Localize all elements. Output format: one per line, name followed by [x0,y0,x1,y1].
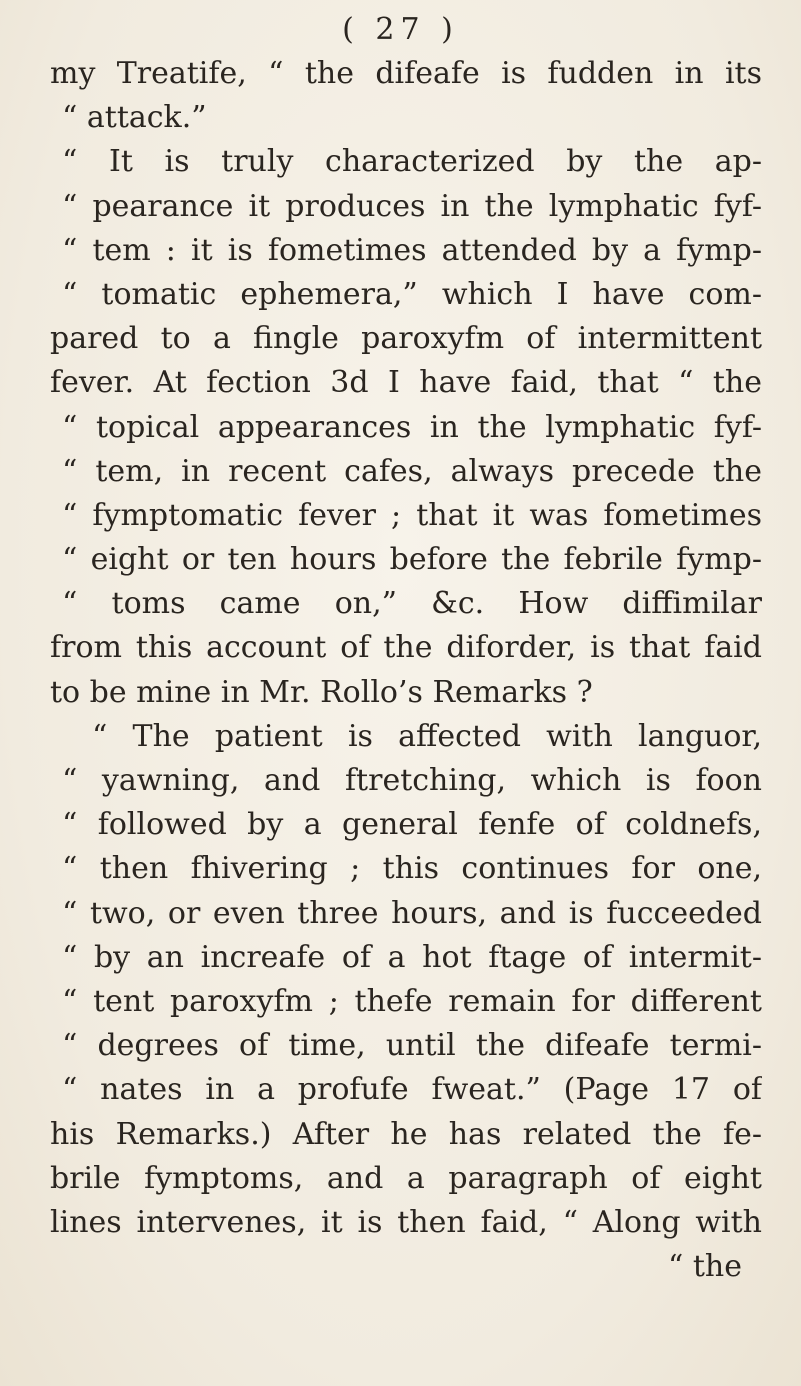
text-line-26: brile fymptoms, and a paragraph of eight [50,1160,762,1196]
text-line-4: “ pearance it produces in the lymphatic fyf- [62,188,762,224]
text-line-17: “ yawning, and ftretching, which is foon [62,763,762,798]
text-line-13: “ toms came on,” &c. How diffimilar [62,586,762,622]
body-text [50,52,762,1289]
catchword: “ the [667,1249,742,1285]
text-line-7: pared to a fingle paroxyfm of intermittent [50,321,762,357]
text-line-16: “ The patient is affected with languor, [92,718,762,754]
text-line-23: “ degrees of time, until the difeafe termi- [62,1028,762,1064]
text-line-15: to be mine in Mr. Rollo’s Remarks ? [50,674,593,710]
text-line-12: “ eight or ten hours before the febrile fymp- [62,542,762,578]
text-line-27: lines intervenes, it is then faid, “ Along with [50,1204,762,1240]
text-line-2: “ attack.” [62,100,207,136]
text-line-22: “ tent paroxyfm ; thefe remain for different [62,983,762,1019]
text-line-8: fever. At fection 3d I have faid, that “ the [50,365,762,401]
text-line-19: “ then fhivering ; this continues for one, [62,851,762,887]
page-number: ( 27 ) [342,12,459,47]
text-line-5: “ tem : it is fometimes attended by a fymp- [62,232,762,268]
text-line-14: from this account of the diforder, is that faid [50,630,762,666]
text-line-20: “ two, or even three hours, and is fucceeded [62,895,762,931]
text-line-9: “ topical appearances in the lymphatic fyf- [62,409,762,445]
text-line-11: “ fymptomatic fever ; that it was fometimes [62,497,762,533]
text-line-10: “ tem, in recent cafes, always precede the [62,453,762,489]
text-line-3: “ It is truly characterized by the ap- [62,144,762,180]
text-line-24: “ nates in a profufe fweat.” (Page 17 of [62,1072,762,1108]
text-line-25: his Remarks.) After he has related the fe- [50,1116,762,1152]
text-line-6: “ tomatic ephemera,” which I have com- [62,276,762,312]
text-line-1: my Treatife, “ the difeafe is fudden in its [50,56,762,91]
text-line-18: “ followed by a general fenfe of coldnefs, [62,807,762,843]
text-line-21: “ by an increafe of a hot ftage of intermit- [62,939,762,975]
